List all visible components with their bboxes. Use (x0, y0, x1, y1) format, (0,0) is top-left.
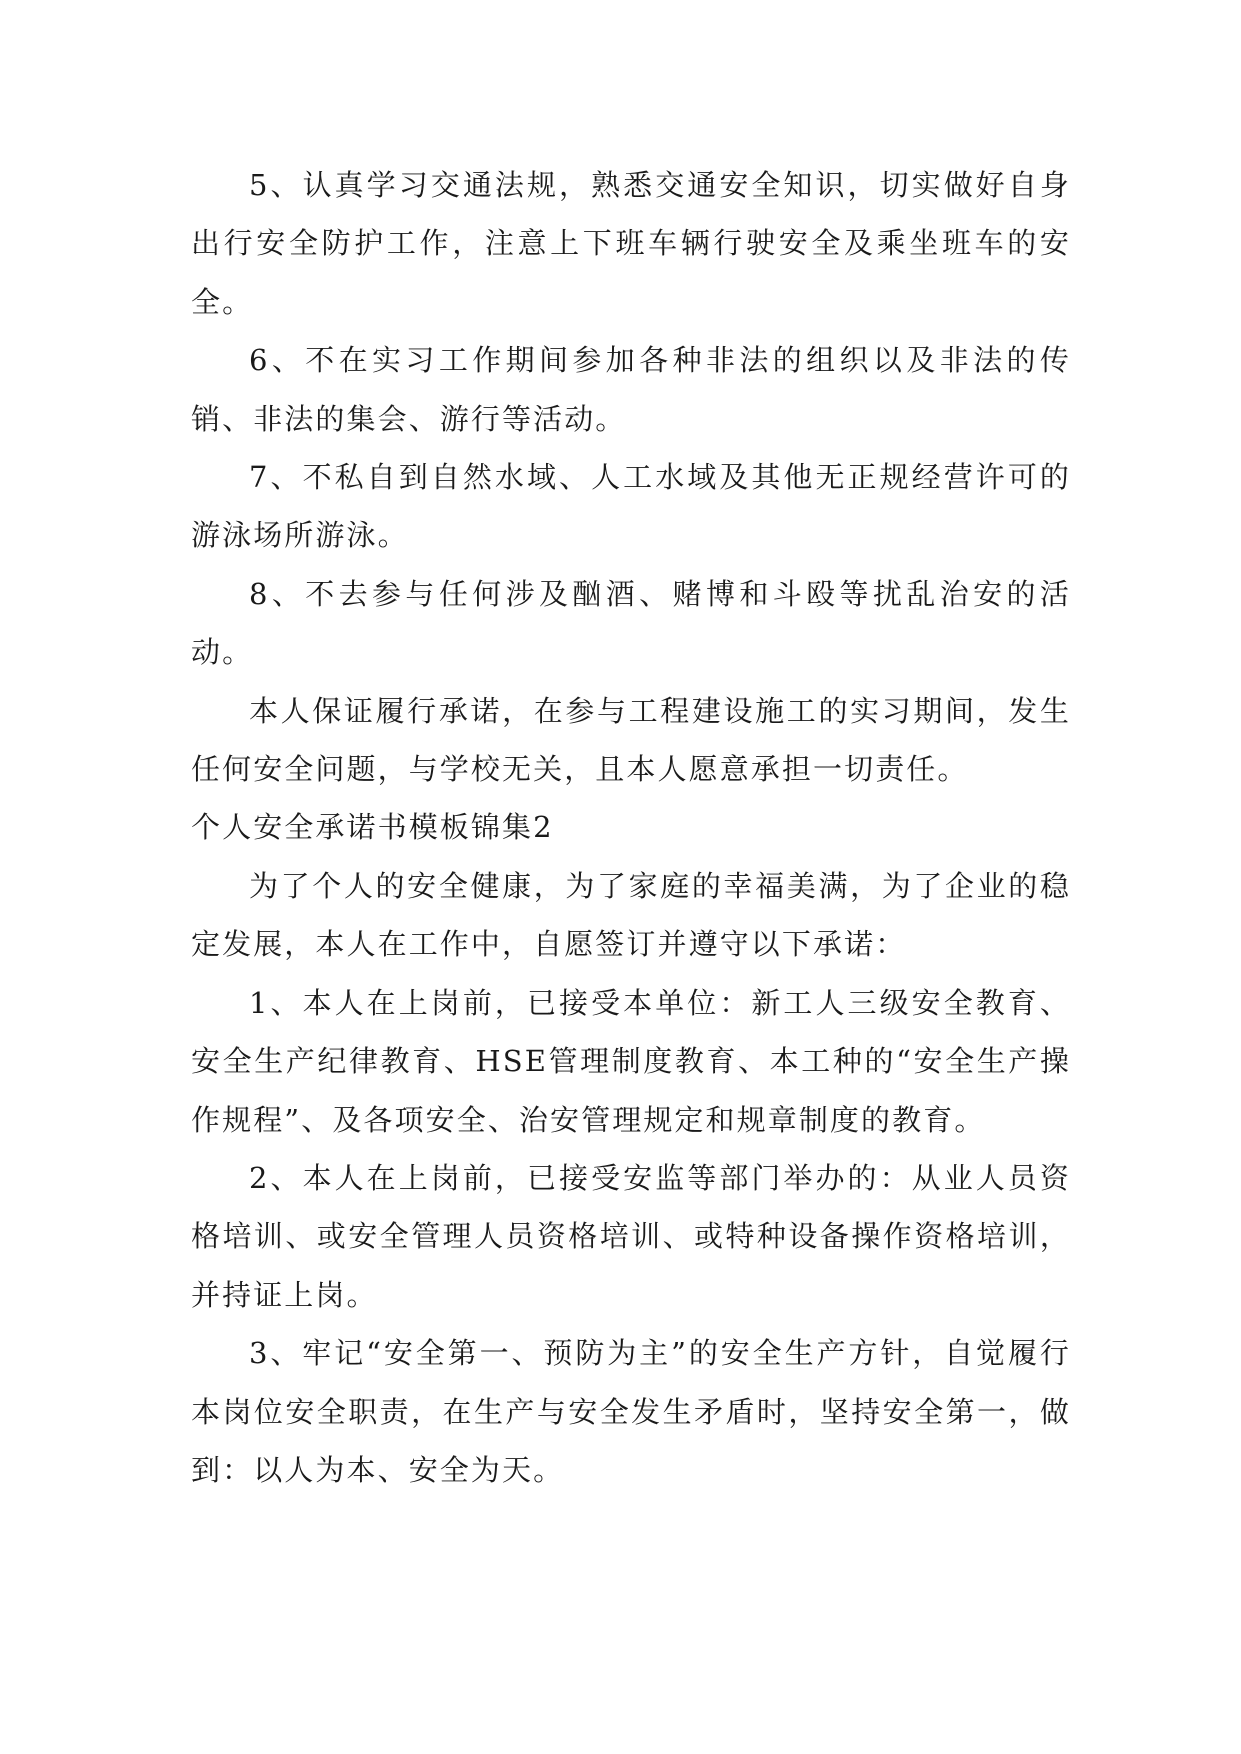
paragraph-intro: 为了个人的安全健康，为了家庭的幸福美满，为了企业的稳定发展，本人在工作中，自愿签订并遵守以下承诺： (191, 868, 1071, 962)
document-body (191, 156, 1071, 1499)
paragraph-item-2: 2、本人在上岗前，已接受安监等部门举办的：从业人员资格培训、或安全管理人员资格培训、或特种设备操作资格培训，并持证上岗。 (191, 1160, 1071, 1312)
paragraph-item-6: 6、不在实习工作期间参加各种非法的组织以及非法的传销、非法的集会、游行等活动。 (191, 343, 1071, 436)
paragraph-item-1: 1、本人在上岗前，已接受本单位：新工人三级安全教育、安全生产纪律教育、HSE管理制度教育、本工种的“安全生产操作规程”、及各项安全、治安管理规定和规章制度的教育。 (191, 985, 1071, 1137)
paragraph-item-8: 8、不去参与任何涉及酗酒、赌博和斗殴等扰乱治安的活动。 (191, 576, 1071, 670)
paragraph-item-3: 3、牢记“安全第一、预防为主”的安全生产方针，自觉履行本岗位安全职责，在生产与安全发生矛盾时，坚持安全第一，做到：以人为本、安全为天。 (191, 1336, 1071, 1487)
paragraph-pledge-statement: 本人保证履行承诺，在参与工程建设施工的实习期间，发生任何安全问题，与学校无关，且本人愿意承担一切责任。 (191, 693, 1071, 787)
section-heading: 个人安全承诺书模板锦集2 (191, 810, 554, 845)
paragraph-item-7: 7、不私自到自然水域、人工水域及其他无正规经营许可的游泳场所游泳。 (191, 460, 1071, 553)
paragraph-item-5: 5、认真学习交通法规，熟悉交通安全知识，切实做好自身出行安全防护工作，注意上下班车辆行驶安全及乘坐班车的安全。 (191, 168, 1071, 319)
